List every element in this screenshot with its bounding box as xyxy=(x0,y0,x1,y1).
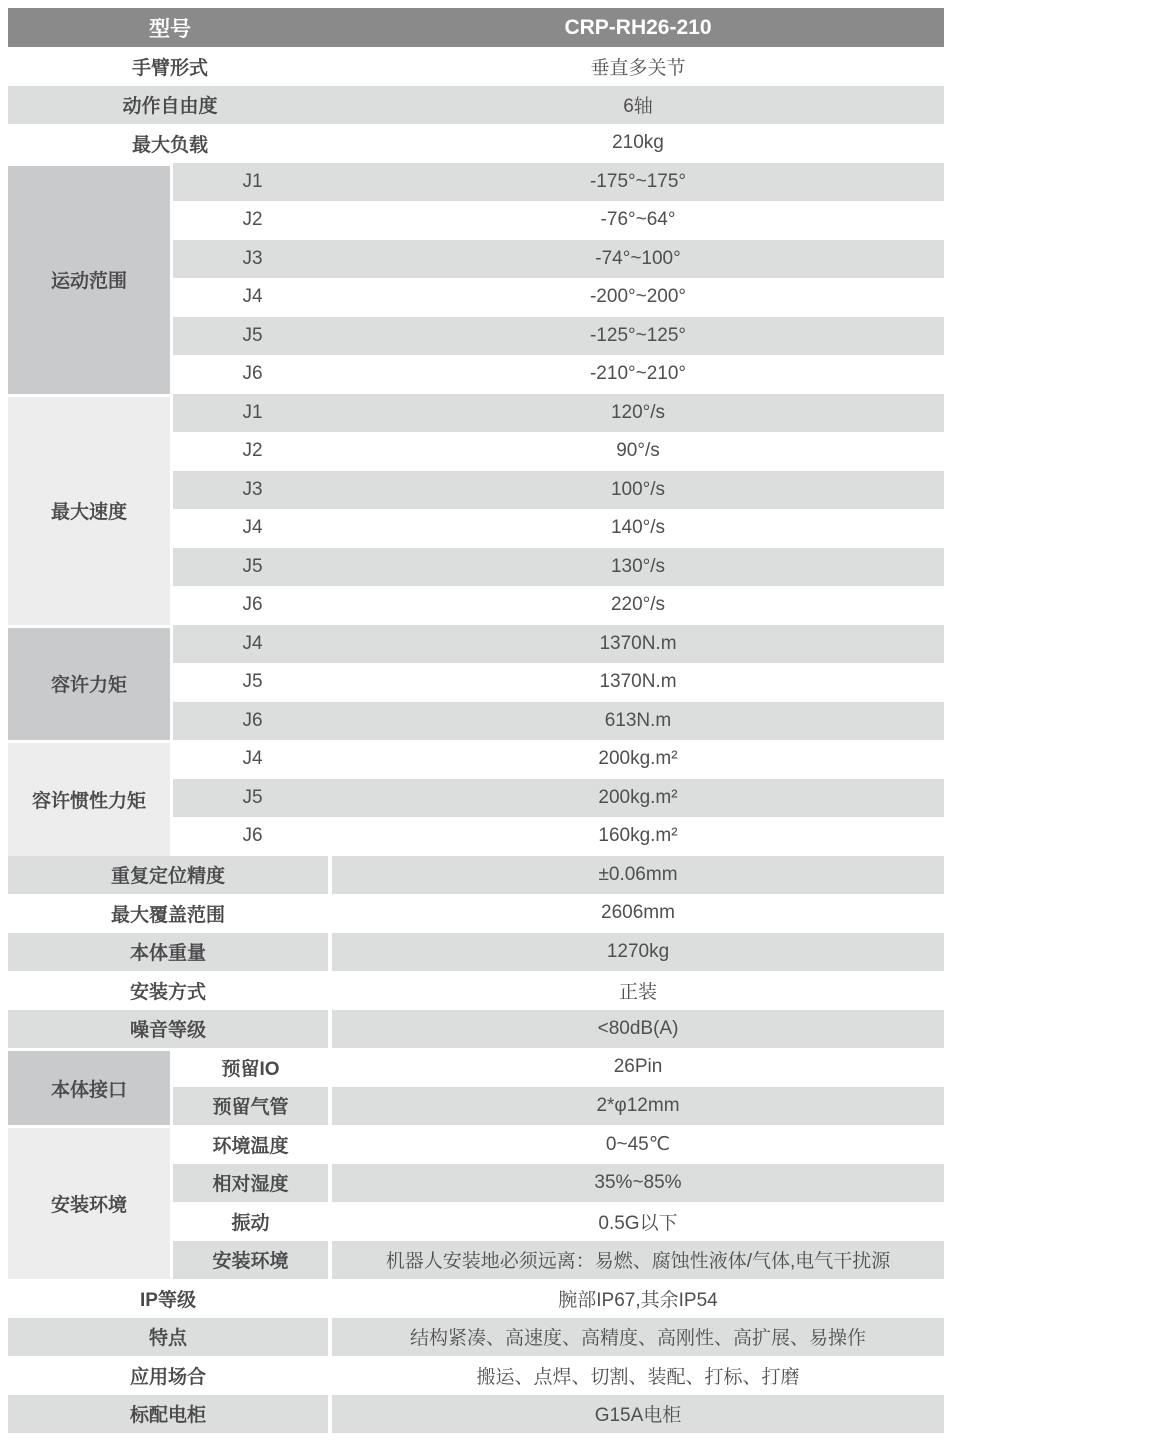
section-title: 安装环境 xyxy=(8,1125,173,1279)
section-install-environment xyxy=(8,1125,944,1279)
row-max-reach xyxy=(8,894,944,933)
joint-value: -210°~210° xyxy=(589,363,687,385)
spec-row xyxy=(173,548,944,587)
joint-value: 200kg.m² xyxy=(598,748,678,770)
spec-row xyxy=(173,509,944,548)
row-label: 特点 xyxy=(8,1318,332,1357)
joint-label: J2 xyxy=(242,440,263,462)
row-arm-type xyxy=(8,47,944,86)
sub-label: 振动 xyxy=(173,1202,332,1241)
row-value: <80dB(A) xyxy=(332,1010,944,1049)
row-applications xyxy=(8,1356,944,1395)
joint-label: J5 xyxy=(242,324,263,346)
joint-value: 220°/s xyxy=(610,594,666,616)
row-value: 2606mm xyxy=(332,894,944,933)
spec-row xyxy=(173,394,944,433)
joint-label: J3 xyxy=(242,247,263,269)
row-value: 正装 xyxy=(332,971,944,1010)
row-repeatability xyxy=(8,856,944,895)
row-body-weight xyxy=(8,933,944,972)
row-max-payload xyxy=(8,124,944,163)
joint-label: J6 xyxy=(242,825,263,847)
row-value: 腕部IP67,其余IP54 xyxy=(332,1279,944,1318)
spec-row xyxy=(173,663,944,702)
section-body-interface xyxy=(8,1048,944,1125)
row-standard-cabinet xyxy=(8,1395,944,1434)
spec-row xyxy=(173,586,944,625)
joint-value: -200°~200° xyxy=(589,286,687,308)
joint-value: -74°~100° xyxy=(595,247,681,269)
joint-value: 120°/s xyxy=(610,401,666,423)
spec-row xyxy=(173,1087,944,1126)
row-label: 噪音等级 xyxy=(8,1010,332,1049)
row-label: 手臂形式 xyxy=(131,57,208,79)
spec-row xyxy=(173,317,944,356)
joint-value: 613N.m xyxy=(604,709,672,731)
spec-row xyxy=(173,278,944,317)
joint-value: -76°~64° xyxy=(600,209,676,231)
row-label: 标配电柜 xyxy=(8,1395,332,1434)
spec-row xyxy=(173,702,944,741)
model-value: CRP-RH26-210 xyxy=(564,15,712,39)
spec-row xyxy=(173,201,944,240)
joint-label: J4 xyxy=(242,748,263,770)
sub-label: 预留气管 xyxy=(173,1087,332,1126)
joint-label: J4 xyxy=(242,286,263,308)
sub-value: 2*φ12mm xyxy=(332,1087,944,1126)
spec-row xyxy=(173,625,944,664)
spec-row xyxy=(173,740,944,779)
joint-value: 1370N.m xyxy=(599,632,677,654)
joint-value: -125°~125° xyxy=(589,324,687,346)
row-label: 最大覆盖范围 xyxy=(8,894,332,933)
spec-row xyxy=(173,1048,944,1087)
spec-row xyxy=(173,1202,944,1241)
row-noise-level xyxy=(8,1010,944,1049)
row-label: 动作自由度 xyxy=(122,96,218,118)
joint-value: 100°/s xyxy=(610,478,666,500)
section-max-speed xyxy=(8,394,944,625)
row-value: 210kg xyxy=(612,132,664,154)
sub-label: 相对湿度 xyxy=(173,1164,332,1203)
row-label: 重复定位精度 xyxy=(8,856,332,895)
spec-row xyxy=(173,1164,944,1203)
spec-row xyxy=(173,779,944,818)
joint-label: J1 xyxy=(242,401,263,423)
row-ip-rating xyxy=(8,1279,944,1318)
joint-value: 90°/s xyxy=(616,440,660,462)
sub-value: 26Pin xyxy=(332,1048,944,1087)
section-title: 容许力矩 xyxy=(8,625,173,741)
joint-label: J4 xyxy=(242,632,263,654)
sub-label: 预留IO xyxy=(173,1048,332,1087)
joint-label: J1 xyxy=(242,170,263,192)
spec-row xyxy=(173,471,944,510)
row-value: ±0.06mm xyxy=(332,856,944,895)
row-value: G15A电柜 xyxy=(332,1395,944,1434)
joint-label: J5 xyxy=(242,555,263,577)
joint-label: J6 xyxy=(242,709,263,731)
row-label: 安装方式 xyxy=(8,971,332,1010)
joint-value: 200kg.m² xyxy=(598,786,678,808)
row-value: 1270kg xyxy=(332,933,944,972)
joint-value: -175°~175° xyxy=(589,170,687,192)
header-row xyxy=(8,8,944,47)
row-value: 结构紧凑、高速度、高精度、高刚性、高扩展、易操作 xyxy=(332,1318,944,1357)
sub-value: 35%~85% xyxy=(332,1164,944,1203)
section-title: 容许惯性力矩 xyxy=(8,740,173,856)
joint-value: 160kg.m² xyxy=(598,825,678,847)
spec-row xyxy=(173,817,944,856)
row-value: 6轴 xyxy=(623,96,653,118)
spec-table xyxy=(8,8,944,1433)
section-allowable-torque xyxy=(8,625,944,741)
spec-row xyxy=(173,432,944,471)
spec-row xyxy=(173,355,944,394)
joint-value: 140°/s xyxy=(610,517,666,539)
joint-label: J5 xyxy=(242,671,263,693)
section-title: 最大速度 xyxy=(8,394,173,625)
row-value: 垂直多关节 xyxy=(590,57,686,79)
spec-row xyxy=(173,163,944,202)
joint-value: 1370N.m xyxy=(599,671,677,693)
section-title: 运动范围 xyxy=(8,163,173,394)
row-mounting xyxy=(8,971,944,1010)
joint-label: J5 xyxy=(242,786,263,808)
sub-label: 安装环境 xyxy=(173,1241,332,1280)
row-label: 应用场合 xyxy=(8,1356,332,1395)
section-title: 本体接口 xyxy=(8,1048,173,1125)
sub-value: 0.5G以下 xyxy=(332,1202,944,1241)
spec-row xyxy=(173,1125,944,1164)
joint-label: J2 xyxy=(242,209,263,231)
joint-label: J4 xyxy=(242,517,263,539)
joint-label: J6 xyxy=(242,594,263,616)
row-value: 搬运、点焊、切割、装配、打标、打磨 xyxy=(332,1356,944,1395)
sub-value: 0~45℃ xyxy=(332,1125,944,1164)
section-allowable-inertia xyxy=(8,740,944,856)
row-dof xyxy=(8,86,944,125)
row-features xyxy=(8,1318,944,1357)
joint-value: 130°/s xyxy=(610,555,666,577)
row-label: 最大负载 xyxy=(131,134,208,156)
joint-label: J6 xyxy=(242,363,263,385)
model-label: 型号 xyxy=(149,17,191,41)
spec-row xyxy=(173,1241,944,1280)
row-label: 本体重量 xyxy=(8,933,332,972)
row-label: IP等级 xyxy=(8,1279,332,1318)
spec-row xyxy=(173,240,944,279)
section-motion-range xyxy=(8,163,944,394)
sub-value: 机器人安装地必须远离：易燃、腐蚀性液体/气体,电气干扰源 xyxy=(332,1241,944,1280)
joint-label: J3 xyxy=(242,478,263,500)
sub-label: 环境温度 xyxy=(173,1125,332,1164)
